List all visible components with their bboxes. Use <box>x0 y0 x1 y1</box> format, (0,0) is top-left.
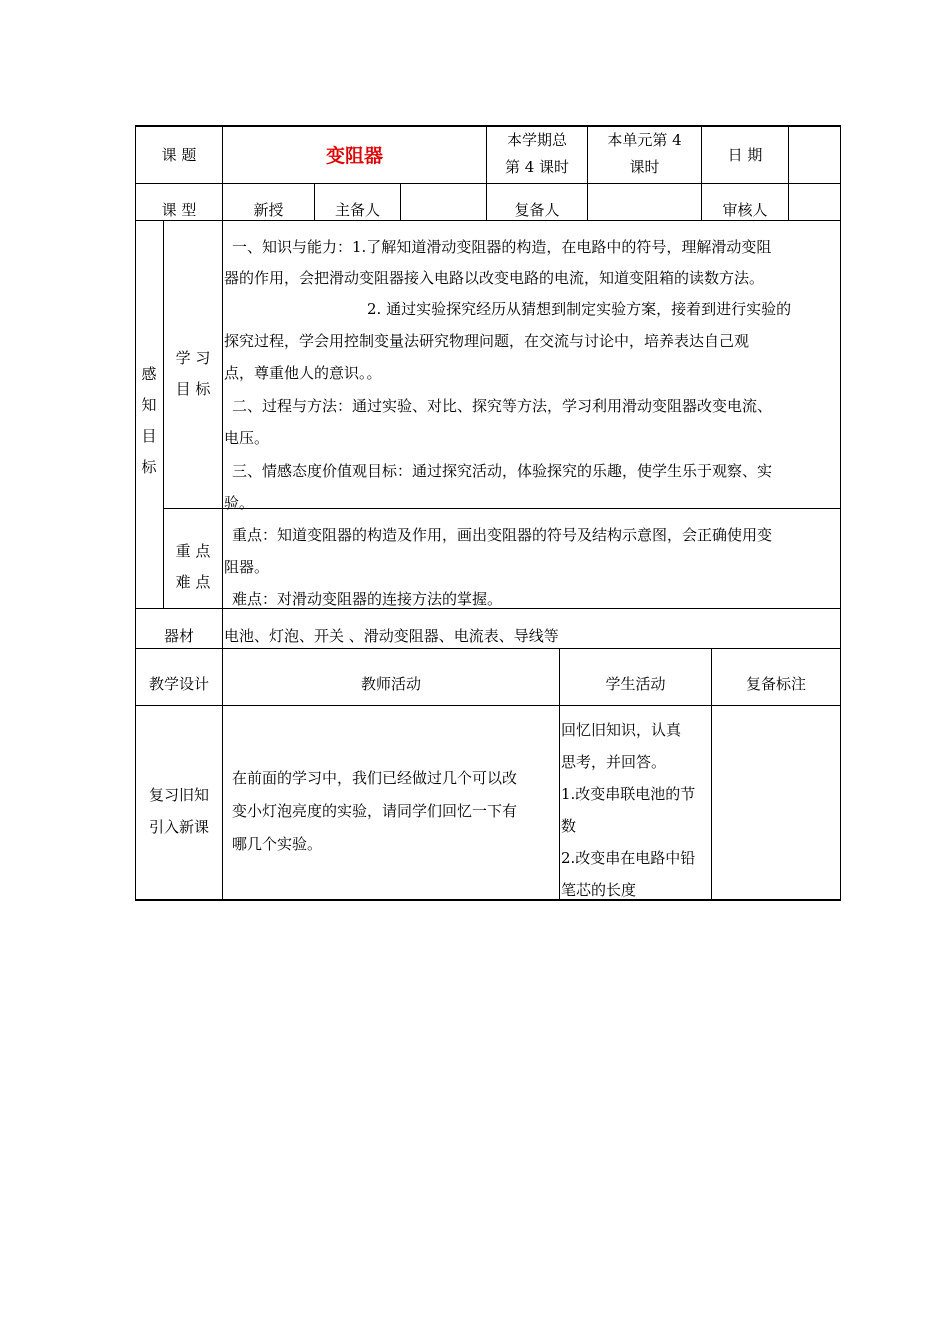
learning-goal-label-1: 学 习 <box>175 349 211 367</box>
objective-line: 二、过程与方法：通过实验、对比、探究等方法，学习利用滑动变阻器改变电流、 <box>232 397 773 415</box>
side-char: 感 <box>141 365 157 383</box>
student-line: 回忆旧知识，认真 <box>561 721 682 739</box>
review-label-2: 引入新课 <box>148 818 209 836</box>
student-line: 思考，并回答。 <box>561 753 667 771</box>
objectives-side-label <box>138 359 160 483</box>
objective-line: 器的作用，会把滑动变阻器接入电路以改变电路的电流，知道变阻箱的读数方法。 <box>224 269 765 287</box>
semester-lesson-line1: 本学期总 <box>506 131 567 149</box>
teacher-line: 变小灯泡亮度的实验，请同学们回忆一下有 <box>232 802 518 820</box>
lesson-title: 变阻器 <box>325 145 383 167</box>
side-char: 目 <box>141 427 157 445</box>
unit-lesson-line1: 本单元第 4 <box>607 131 682 149</box>
type-label: 课 型 <box>161 201 197 219</box>
student-line: 1.改变串联电池的节 <box>561 785 696 803</box>
review-label-1: 复习旧知 <box>148 786 209 804</box>
equipment-label: 器材 <box>163 627 194 645</box>
teacher-activity-header: 教师活动 <box>360 675 421 693</box>
topic-label: 课 题 <box>161 146 197 164</box>
objective-line: 一、知识与能力：1.了解知道滑动变阻器的构造，在电路中的符号，理解滑动变阻 <box>232 238 772 256</box>
design-header: 教学设计 <box>148 675 209 693</box>
objective-line: 三、情感态度价值观目标：通过探究活动，体验探究的乐趣，使学生乐于观察、实 <box>232 462 773 480</box>
objective-line: 2. 通过实验探究经历从猜想到制定实验方案，接着到进行实验的 <box>367 300 792 318</box>
objective-line: 电压。 <box>224 429 270 447</box>
teacher-line: 哪几个实验。 <box>232 835 323 853</box>
side-char: 标 <box>141 458 157 476</box>
objective-line: 探究过程，学会用控制变量法研究物理问题，在交流与讨论中，培养表达自己观 <box>224 332 750 350</box>
date-label: 日 期 <box>727 146 763 164</box>
objective-line: 点，尊重他人的意识。。 <box>224 364 382 382</box>
side-char: 知 <box>141 396 157 414</box>
main-preparer-label: 主备人 <box>334 201 380 219</box>
student-activity-header: 学生活动 <box>605 675 666 693</box>
student-line: 笔芯的长度 <box>561 881 637 899</box>
key-point-line: 重点：知道变阻器的构造及作用，画出变阻器的符号及结构示意图，会正确使用变 <box>232 526 773 544</box>
key-point-line: 难点：对滑动变阻器的连接方法的掌握。 <box>232 590 503 608</box>
key-point-label-2: 难 点 <box>175 573 211 591</box>
objective-line: 验。 <box>224 494 255 512</box>
semester-lesson-line2: 第 4 课时 <box>504 158 570 176</box>
reviewer-label: 审核人 <box>722 201 768 219</box>
co-preparer-label: 复备人 <box>514 201 560 219</box>
student-line: 数 <box>561 817 577 835</box>
key-point-line: 阻器。 <box>224 558 270 576</box>
equipment-value: 电池、灯泡、开关 、滑动变阻器、电流表、导线等 <box>224 627 559 645</box>
learning-goal-label-2: 目 标 <box>175 380 211 398</box>
key-point-label-1: 重 点 <box>175 542 211 560</box>
type-value: 新授 <box>253 201 284 219</box>
teacher-line: 在前面的学习中，我们已经做过几个可以改 <box>232 769 518 787</box>
co-prep-note-header: 复备标注 <box>745 675 806 693</box>
student-line: 2.改变串在电路中铅 <box>561 849 696 867</box>
unit-lesson-line2: 课时 <box>629 158 660 176</box>
